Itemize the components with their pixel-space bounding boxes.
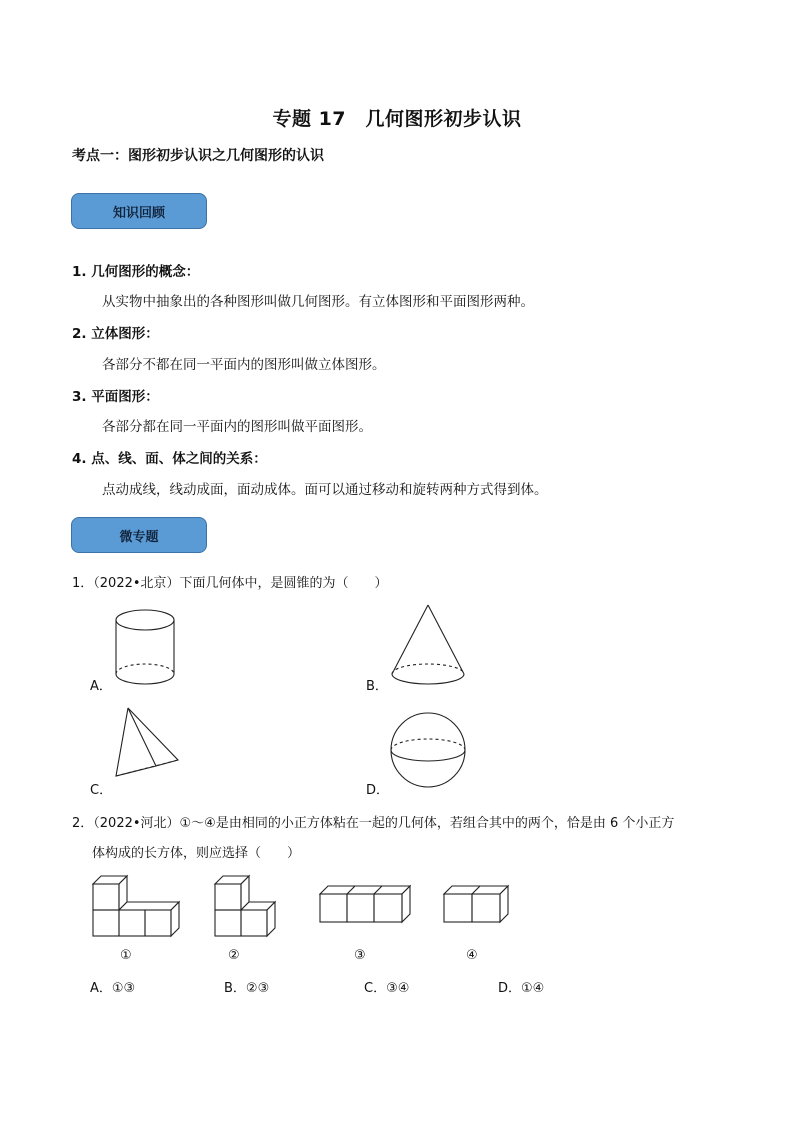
q2-stem-line-1: 2．（2022•河北）①～④是由相同的小正方体粘在一起的几何体，若组合其中的两个，恰是由 6 个小正方 <box>72 816 675 831</box>
knowledge-body-1: 从实物中抽象出的各种图形叫做几何图形。有立体图形和平面图形两种。 <box>102 294 534 310</box>
knowledge-heading-3: 3. 平面图形： <box>72 389 159 405</box>
page-title: 专题 17 几何图形初步认识 <box>272 108 522 130</box>
q1-stem: 1．（2022•北京）下面几何体中，是圆锥的为（ ） <box>72 576 388 591</box>
cube-figure-4 <box>442 884 514 930</box>
banner-micro-topic: 微专题 <box>71 517 207 553</box>
cylinder-figure <box>110 608 190 688</box>
knowledge-heading-1: 1. 几何图形的概念： <box>72 264 200 280</box>
knowledge-heading-2: 2. 立体图形： <box>72 326 159 342</box>
q1-option-a[interactable]: A． <box>90 679 112 694</box>
q2-option-d[interactable]: D．①④ <box>498 981 545 996</box>
pyramid-figure <box>112 706 186 780</box>
knowledge-body-3: 各部分都在同一平面内的图形叫做平面图形。 <box>102 419 372 435</box>
q2-option-b[interactable]: B．②③ <box>224 981 270 996</box>
section-heading: 考点一：图形初步认识之几何图形的认识 <box>72 148 324 164</box>
knowledge-body-4: 点动成线，线动成面，面动成体。面可以通过移动和旋转两种方式得到体。 <box>102 482 548 498</box>
q1-option-d[interactable]: D． <box>366 783 390 798</box>
cone-figure <box>388 602 472 688</box>
sphere-figure <box>390 712 470 792</box>
q2-figure-label-4: ④ <box>466 948 478 963</box>
q2-stem-line-2: 体构成的长方体，则应选择（ ） <box>92 846 301 861</box>
q2-option-c[interactable]: C．③④ <box>364 981 410 996</box>
knowledge-heading-4: 4. 点、线、面、体之间的关系： <box>72 451 267 467</box>
q2-option-a[interactable]: A．①③ <box>90 981 136 996</box>
cube-figure-3 <box>318 884 418 930</box>
q2-figure-label-3: ③ <box>354 948 366 963</box>
knowledge-body-2: 各部分不都在同一平面内的图形叫做立体图形。 <box>102 357 386 373</box>
q1-option-c[interactable]: C． <box>90 783 113 798</box>
banner-knowledge-review: 知识回顾 <box>71 193 207 229</box>
q2-figure-label-2: ② <box>228 948 240 963</box>
q2-figure-label-1: ① <box>120 948 132 963</box>
cube-figure-2 <box>212 872 286 938</box>
cube-figure-1 <box>90 872 190 938</box>
q1-option-b[interactable]: B． <box>366 679 388 694</box>
